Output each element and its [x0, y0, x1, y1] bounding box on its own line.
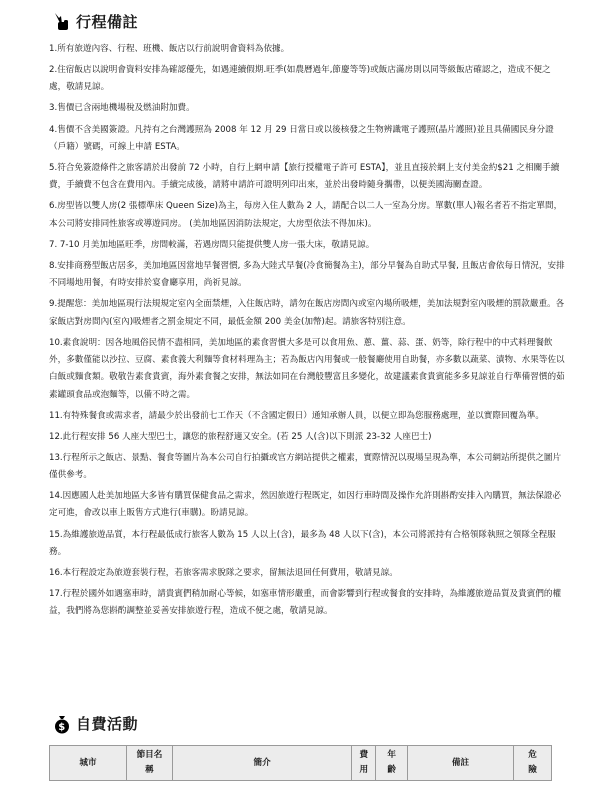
money-bag-icon: [52, 714, 72, 734]
table-header-row: [50, 746, 552, 781]
note-item: 9.提醒您：美加地區現行法規規定室內全面禁煙，入住飯店時，請勿在飯店房間內或室內場所吸煙，美加法規對室內吸煙的罰款嚴重。各家飯店對房間內(室內)吸煙者之罰金規定不同，最低金額 200 美金(加幣)起。請旅客特別注意。: [49, 299, 565, 327]
header-remarks: 備註: [407, 746, 513, 781]
note-item: 14.因應國人赴美加地區大多皆有購買保健食品之需求，然因旅遊行程既定，如因行車時間及操作允許則斟酌安排入內購買，無法保證必定可進，會改以車上販售方式進行(車購)。盼請見諒。: [49, 491, 562, 519]
note-item: 10.素食說明：因各地風俗民情不盡相同，美加地區的素食習慣大多是可以食用魚、蔥、薑、蒜、蛋、奶等，除行程中的中式料理餐飲外，多數僅能以沙拉、豆腐、素食義大利麵等食材料理為主；若為飯店內用餐或一般餐廳使用自助餐，亦多數以蔬菜、漬物、水果等佐以白飯或麵食類。敬敬告素食貴賓，海外素食餐之安排，無法如同在台灣般豐富且多變化，故建議素食貴賓能多多見諒並自行準備習慣的茹素罐頭食品或泡麵等，以備不時之需。: [49, 337, 565, 400]
note-item: 1.所有旅遊內容、行程、班機、飯店以行前說明會資料為依據。: [49, 44, 290, 54]
header-danger: [514, 746, 552, 781]
header-program-name-text: 節目名稱: [136, 750, 163, 775]
header-danger-text: 危險: [528, 750, 537, 775]
header-age-text: 年齡: [387, 750, 396, 775]
pointing-hand-icon: [52, 12, 72, 32]
note-item: 3.售價已含兩地機場稅及燃油附加費。: [49, 103, 195, 114]
svg-text:$: $: [58, 721, 66, 733]
note-item: 17.行程於國外如遇塞車時，請貴賓們稍加耐心等候，如塞車情形嚴重，而會影響到行程或餐食的安排時，為維護旅遊品質及貴賓們的權益，我們將為您斟酌調整並妥善安排旅遊行程，造成不便之處，敬請見諒。: [49, 589, 562, 617]
notes-section-heading: [52, 11, 138, 32]
note-item: 15.為維護旅遊品質，本行程最低成行旅客人數為 15 人以上(含)，最多為 48 人以下(含)，本公司將派持有合格領隊執照之領隊全程服務。: [49, 529, 556, 557]
optional-activities-table: [49, 745, 552, 781]
note-item: 5.符合免簽證條件之旅客請於出發前 72 小時，自行上網申請【旅行授權電子許可 ESTA】，並且直接於網上支付美金約$21 之相關手續費，手續費不包含在費用內。手續完成後，請將申請許可證明列印出來，並於出發時隨身攜帶，以便美國海關查證。: [49, 162, 560, 191]
note-item: 7. 7-10 月美加地區旺季，房間較滿，若遇房間只能提供雙人房一張大床，敬請見諒。: [49, 239, 375, 250]
header-program-name: [127, 746, 173, 781]
events-section-heading: [52, 713, 138, 734]
note-item: 11.有特殊餐食或需求者，請最少於出發前七工作天（不含國定假日）通知承辦人員，以便立即為您服務處理，並以實際回覆為準。: [49, 410, 544, 421]
header-fee-text: 費用: [359, 750, 369, 775]
events-section-title: 自費活動: [76, 715, 139, 733]
note-item: 16.本行程設定為旅遊套裝行程，若旅客需求脫隊之要求，留無法退回任何費用，敬請見諒。: [49, 567, 398, 578]
notes-list: [49, 41, 565, 624]
note-item: 4.售價不含美國簽證。凡持有之台灣護照為 2008 年 12 月 29 日當日或以後核發之生物辨識電子護照(晶片護照)並且具備國民身分證（戶籍）號碼，可線上申請 ESTA。: [49, 124, 554, 152]
note-item: 8.安排商務型飯店居多，美加地區因當地早餐習慣, 多為大陸式早餐(冷食簡餐為主)，部分早餐為自助式早餐, 且飯店會依每日情況，安排不同場地用餐，有時安排於宴會廳享用，尚祈見諒。: [49, 260, 565, 289]
header-description: 簡介: [172, 746, 351, 781]
note-item: 2.住宿飯店以說明會資料安排為確認優先，如遇連續假期.旺季(如農曆過年,節慶等等)或飯店滿房則以同等級飯店確認之，造成不便之處，敬請見諒。: [49, 65, 551, 93]
note-item: 13.行程所示之飯店、景點、餐食等圖片為本公司自行拍攝或官方網站提供之權素，實際情況以現場呈現為準，本公司網站所提供之圖片僅供參考。: [49, 452, 562, 481]
header-age: [376, 746, 407, 781]
header-fee: [352, 746, 376, 781]
header-city: 城市: [50, 746, 127, 781]
notes-section-title: 行程備註: [76, 13, 139, 31]
note-item: 12.此行程安排 56 人座大型巴士，讓您的旅程舒適又安全。(若 25 人(含)以下則派 23-32 人座巴士): [49, 431, 432, 442]
note-item: 6.房型皆以雙人房(2 張標準床 Queen Size)為主，每房入住人數為 2 人，請配合以二人一室為分房。單數(單人)報名者若不指定單間，本公司將安排同性旅客或導遊同房。 (美加地區因消防法規定，大房型依法不得加床)。: [49, 201, 563, 229]
